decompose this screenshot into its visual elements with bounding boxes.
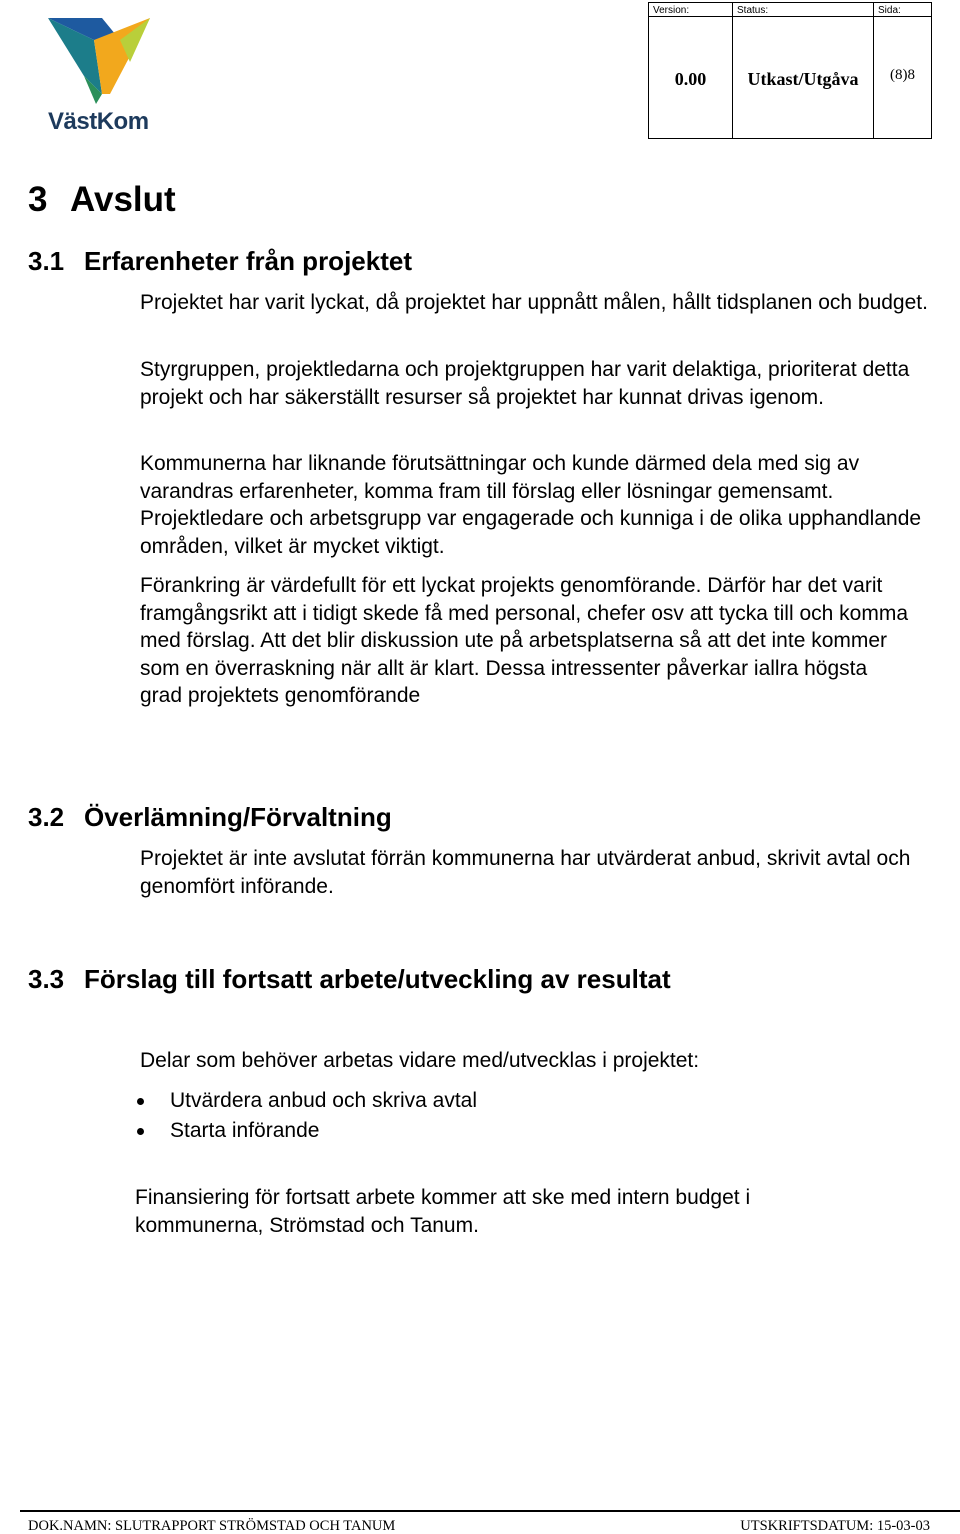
bullet-icon	[137, 1128, 144, 1135]
paragraph: Projektet är inte avslutat förrän kommunerna har utvärderat anbud, skrivit avtal och genomfört införande.	[140, 847, 911, 898]
section-title: Avslut	[70, 180, 176, 219]
list-item-text: Starta införande	[170, 1118, 320, 1142]
document-meta-table	[648, 2, 932, 139]
subsection-heading-3-2	[28, 802, 392, 832]
vastkom-logo-icon	[44, 14, 156, 110]
paragraph: Styrgruppen, projektledarna och projektgruppen har varit delaktiga, prioriterat detta projekt och har säkerställt resurser så projektet har kunnat drivas igenom.	[140, 358, 910, 409]
subsection-number: 3.1	[28, 246, 65, 276]
vastkom-logo	[44, 14, 156, 134]
paragraph: Kommunerna har liknande förutsättningar och kunde därmed dela med sig av varandras erfarenheter, komma fram till förslag eller lösningar gemensamt. Projektledare och arbetsgrupp var engagerade och kunniga i de olika upphandlande områden, vilket är mycket viktigt.	[140, 452, 922, 558]
subsection-title: Förslag till fortsatt arbete/utveckling av resultat	[84, 964, 671, 994]
version-cell	[649, 3, 733, 17]
footer-doc-name: DOK.NAMN: SLUTRAPPORT STRÖMSTAD OCH TANUM	[28, 1518, 396, 1534]
version-value-cell	[649, 17, 733, 139]
bullet-list	[135, 1086, 477, 1145]
paragraph: Förankring är värdefullt för ett lyckat projekts genomförande. Därför har det varit framgångsrikt att i tidigt skede få med personal, chefer osv att tycka till och komma med förslag. Att det blir diskussion ute på arbetsplatserna så att det inte kommer som en överraskning när allt är klart. Dessa intressenter påverkar iallra högsta grad projektets genomförande	[140, 574, 908, 707]
status-value-cell	[733, 17, 874, 139]
paragraph: Projektet har varit lyckat, då projektet har uppnått målen, hållt tidsplanen och budget.	[140, 291, 928, 314]
footer-print-date: UTSKRIFTSDATUM: 15-03-03	[740, 1518, 930, 1534]
subsection-number: 3.3	[28, 964, 65, 994]
page-label: Sida:	[878, 5, 901, 16]
page-cell	[874, 3, 932, 17]
section-heading	[28, 180, 176, 220]
subsection-title: Erfarenheter från projektet	[84, 246, 412, 276]
footer-divider	[20, 1510, 960, 1512]
page-value: (8)8	[890, 67, 915, 83]
list-item-text: Utvärdera anbud och skriva avtal	[170, 1089, 477, 1112]
page-value-cell	[874, 17, 932, 139]
version-value: 0.00	[674, 69, 707, 89]
list-item	[135, 1086, 477, 1116]
subsection-title: Överlämning/Förvaltning	[84, 802, 392, 832]
subsection-heading-3-1	[28, 246, 412, 276]
list-intro: Delar som behöver arbetas vidare med/utvecklas i projektet:	[140, 1049, 700, 1072]
bullet-icon	[137, 1098, 144, 1105]
status-label: Status:	[737, 5, 769, 16]
status-cell	[733, 3, 874, 17]
version-label: Version:	[653, 5, 690, 16]
section-number: 3	[28, 180, 48, 219]
subsection-number: 3.2	[28, 802, 65, 832]
subsection-heading-3-3	[28, 964, 671, 994]
logo-text: VästKom	[48, 108, 149, 135]
list-item	[135, 1116, 477, 1146]
closing-paragraph: Finansiering för fortsatt arbete kommer att ske med intern budget i kommunerna, Strömstad och Tanum.	[135, 1186, 751, 1237]
status-value: Utkast/Utgåva	[747, 69, 859, 89]
